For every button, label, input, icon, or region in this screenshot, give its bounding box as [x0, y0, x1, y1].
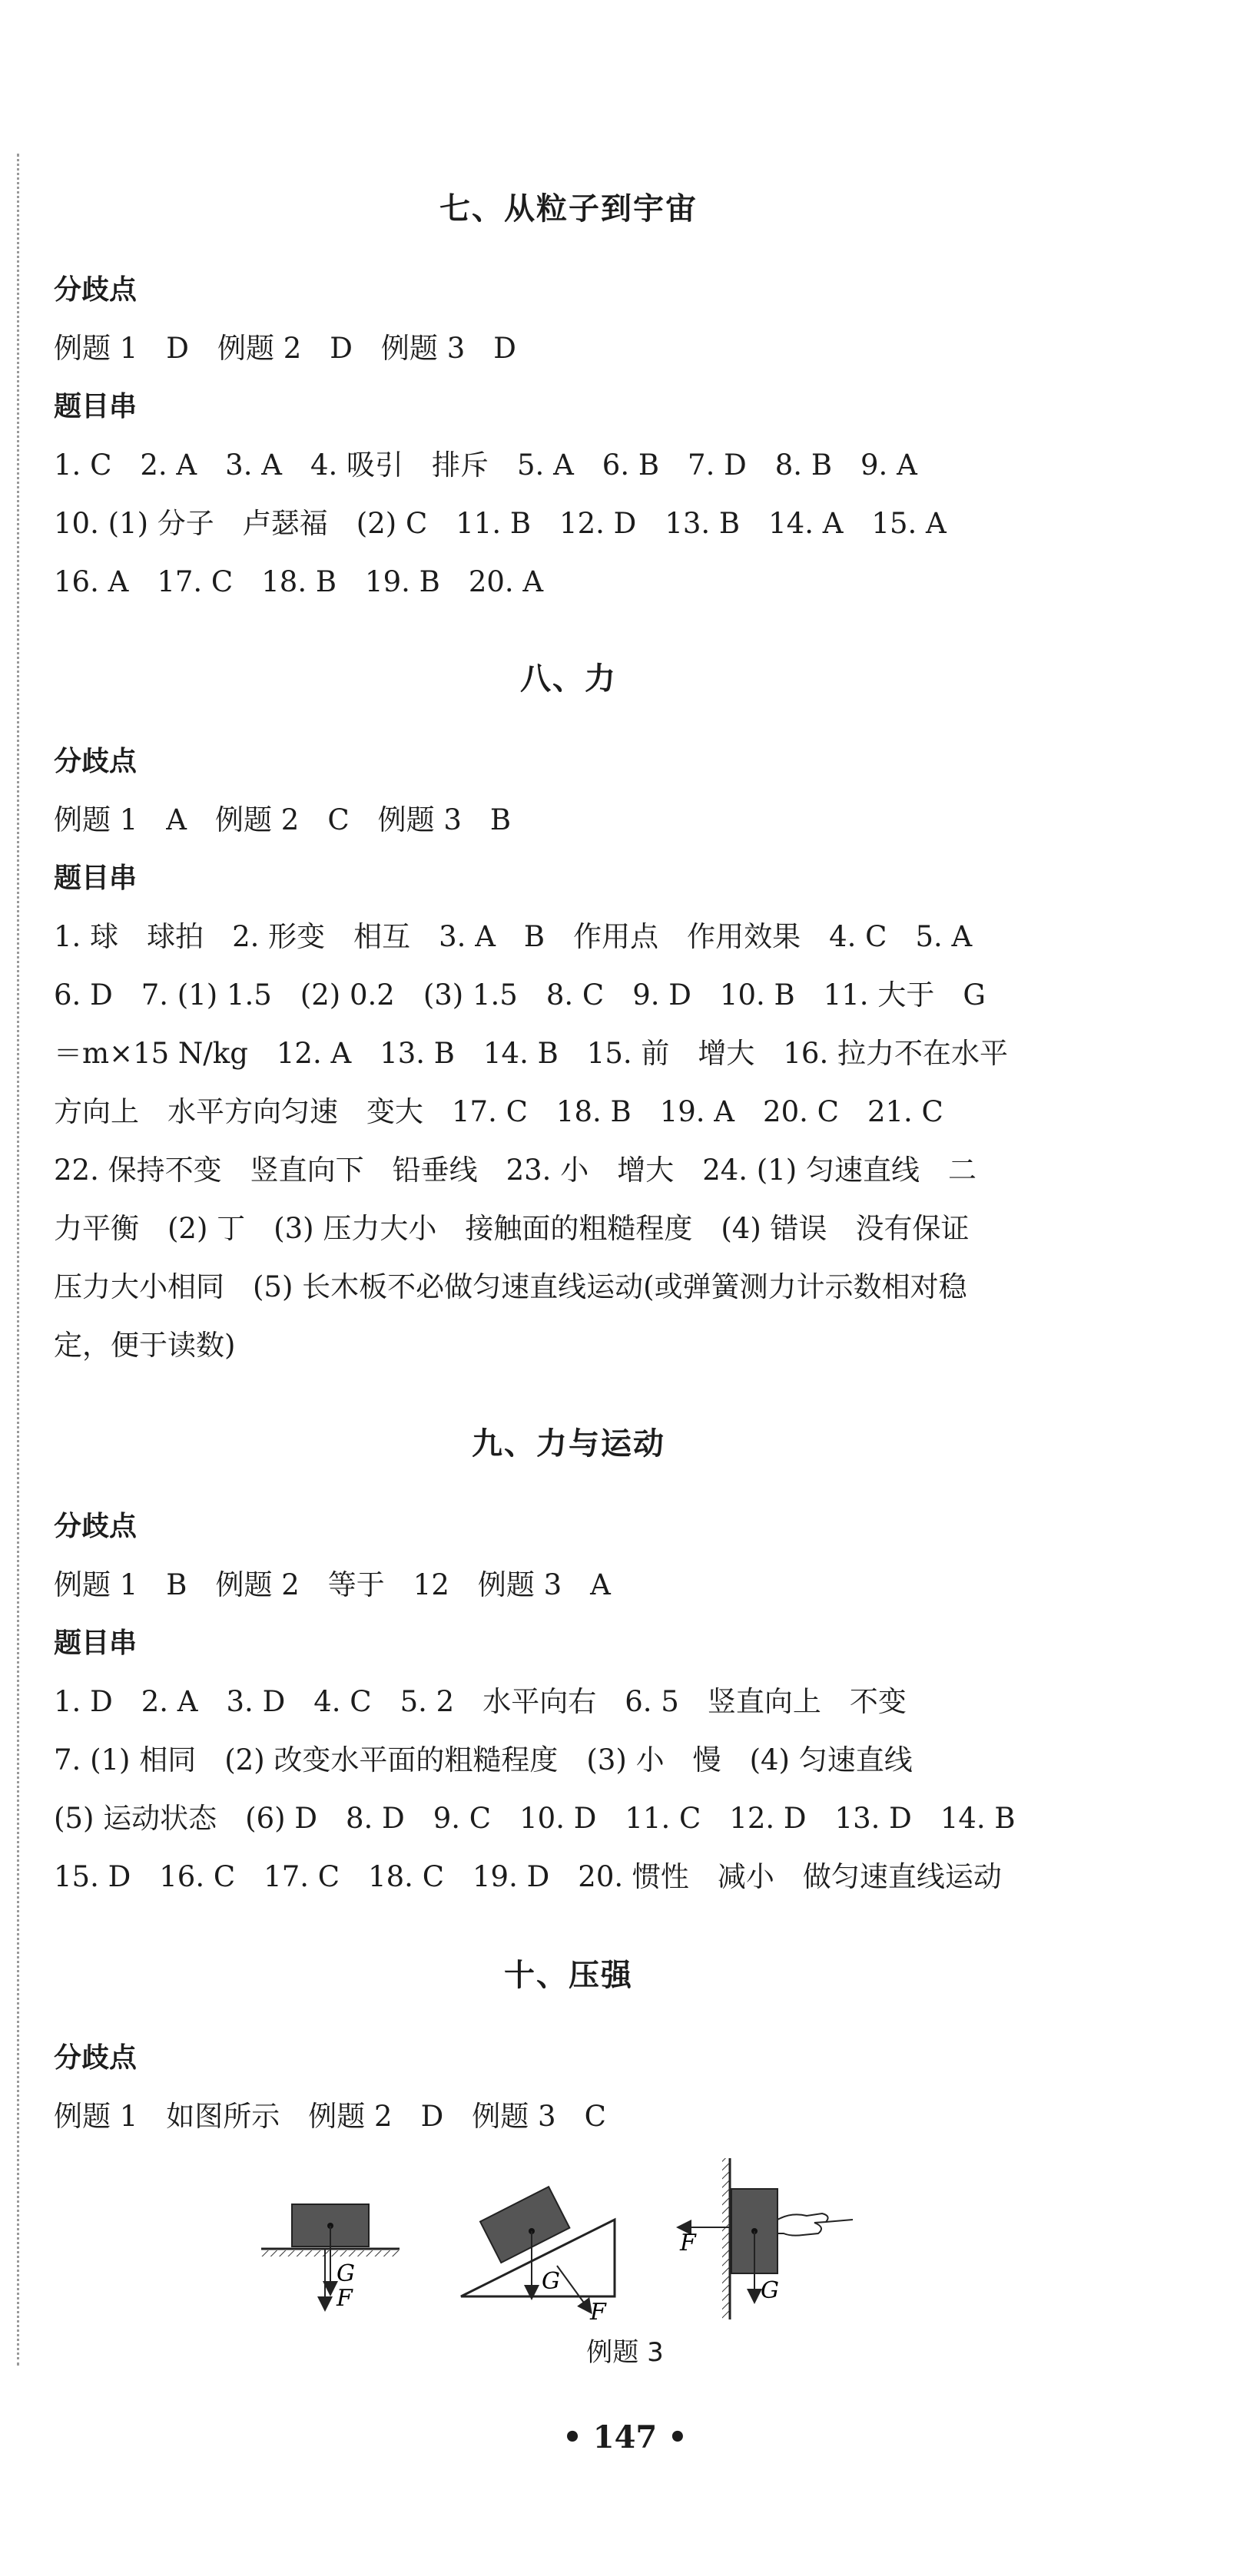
margin-dotted-line	[17, 154, 19, 2366]
examples-line-9: 例题 1 B 例题 2 等于 12 例题 3 A	[54, 1568, 611, 1601]
page-number: • 147 •	[562, 2419, 688, 2455]
fenqidian-heading-10: 分歧点	[54, 2042, 138, 2074]
label-f2: F	[590, 2299, 606, 2326]
answer-line: 压力大小相同 (5) 长木板不必做匀速直线运动(或弹簧测力计示数相对稳	[54, 1270, 967, 1303]
label-g3: G	[761, 2277, 779, 2304]
answer-line: 15. D 16. C 17. C 18. C 19. D 20. 惯性 减小 做匀速直线运动	[54, 1860, 1002, 1893]
answer-line: 方向上 水平方向匀速 变大 17. C 18. B 19. A 20. C 21. C	[54, 1095, 943, 1128]
answer-line: 10. (1) 分子 卢瑟福 (2) C 11. B 12. D 13. B 14. A 15. A	[54, 507, 947, 540]
diagram-wall-push	[679, 2158, 853, 2319]
examples-line-10: 例题 1 如图所示 例题 2 D 例题 3 C	[54, 2100, 606, 2133]
timuchuan-heading-8: 题目串	[54, 863, 138, 894]
timuchuan-heading-7: 题目串	[54, 391, 138, 422]
section-title-7: 七、从粒子到宇宙	[439, 191, 698, 227]
fenqidian-heading-9: 分歧点	[54, 1511, 138, 1542]
section-title-10: 十、压强	[504, 1958, 633, 1993]
fenqidian-heading-8: 分歧点	[54, 746, 138, 777]
examples-line-8: 例题 1 A 例题 2 C 例题 3 B	[54, 803, 512, 836]
timuchuan-heading-9: 题目串	[54, 1627, 138, 1659]
section-title-9: 九、力与运动	[472, 1426, 665, 1462]
answer-line: ＝m×15 N/kg 12. A 13. B 14. B 15. 前 增大 16. 拉力不在水平	[54, 1037, 1008, 1070]
label-g2: G	[542, 2268, 560, 2295]
answer-line: 1. C 2. A 3. A 4. 吸引 排斥 5. A 6. B 7. D 8. B 9. A	[54, 449, 917, 482]
hand-icon	[778, 2213, 828, 2236]
label-f3: F	[680, 2230, 696, 2256]
answer-line: 16. A 17. C 18. B 19. B 20. A	[54, 565, 544, 598]
answer-line: 定，便于读数)	[54, 1329, 236, 1362]
example3-force-diagrams	[254, 2143, 914, 2327]
label-f1: F	[337, 2285, 353, 2312]
fenqidian-heading-7: 分歧点	[54, 274, 138, 306]
diagram-horizontal-surface	[261, 2204, 400, 2312]
answer-line: 1. D 2. A 3. D 4. C 5. 2 水平向右 6. 5 竖直向上 不变	[54, 1685, 907, 1718]
answer-line: (5) 运动状态 (6) D 8. D 9. C 10. D 11. C 12. D 13. D 14. B	[54, 1802, 1016, 1835]
answer-line: 6. D 7. (1) 1.5 (2) 0.2 (3) 1.5 8. C 9. D 10. B 11. 大于 G	[54, 978, 986, 1012]
diagram-incline	[461, 2187, 615, 2326]
answer-line: 1. 球 球拍 2. 形变 相互 3. A B 作用点 作用效果 4. C 5. A	[54, 920, 973, 953]
examples-line-7: 例题 1 D 例题 2 D 例题 3 D	[54, 332, 516, 365]
figure-caption: 例题 3	[586, 2337, 664, 2368]
answer-line: 22. 保持不变 竖直向下 铅垂线 23. 小 增大 24. (1) 匀速直线 二	[54, 1154, 976, 1187]
answer-line: 7. (1) 相同 (2) 改变水平面的粗糙程度 (3) 小 慢 (4) 匀速直线	[54, 1743, 913, 1776]
label-g1: G	[337, 2260, 355, 2287]
answer-line: 力平衡 (2) 丁 (3) 压力大小 接触面的粗糙程度 (4) 错误 没有保证	[54, 1212, 970, 1245]
section-title-8: 八、力	[520, 661, 617, 697]
